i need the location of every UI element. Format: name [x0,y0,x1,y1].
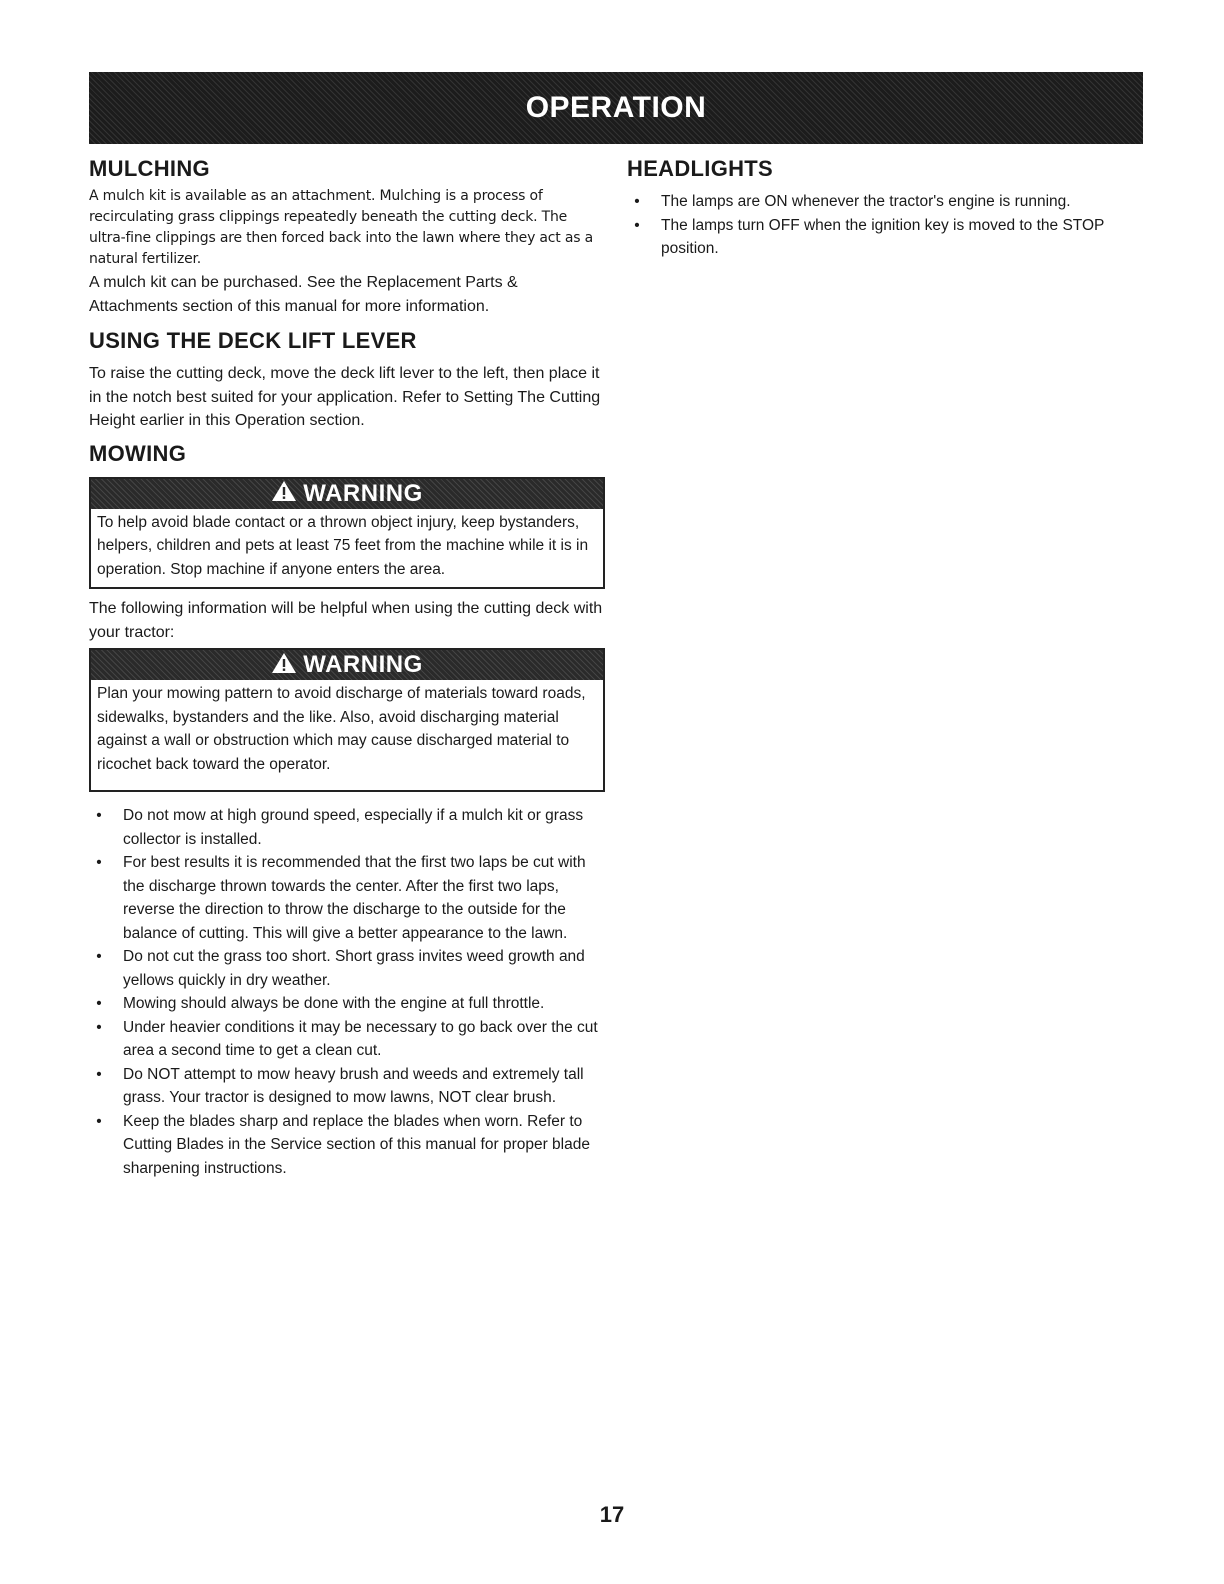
left-column [89,156,605,1180]
warning-header-1 [91,479,603,509]
warning-triangle-icon [271,652,297,679]
warning-text-2: Plan your mowing pattern to avoid discharge of materials toward roads, sidewalks, bystanders and the like. Also, avoid discharging material against a wall or obstruction which may cause discharged material to ricochet back toward the operator. [97,685,586,773]
mulching-heading: MULCHING [89,156,210,181]
warning-text-1: To help avoid blade contact or a thrown object injury, keep bystanders, helpers, children and pets at least 75 feet from the machine while it is in operation. Stop machine if anyone enters the area. [97,513,589,578]
headlights-heading: HEADLIGHTS [627,156,773,181]
mowing-intro: The following information will be helpful when using the cutting deck with your tractor: [89,600,603,641]
warning-title-1: WARNING [303,479,423,507]
warning-triangle-icon [271,480,297,507]
mulching-paragraph-2: A mulch kit can be purchased. See the Replacement Parts & Attachments section of this manual for more information. [89,274,518,315]
deck-lift-heading: USING THE DECK LIFT LEVER [89,328,417,353]
warning-box-2 [89,648,605,792]
page-number: 17 [599,1502,625,1527]
list-item: • For best results it is recommended that the first two laps be cut with the discharge thrown towards the center. After the first two laps, reverse the direction to throw the discharge to the outside for the balance of cutting. This will give a better appearance to the lawn. [96,854,586,942]
list-item: • Do NOT attempt to mow heavy brush and weeds and extremely tall grass. Your tractor is designed to mow lawns, NOT clear brush. [96,1065,584,1106]
mowing-bullet-list [89,804,605,1180]
warning-header-2 [91,650,603,680]
list-item: • Keep the blades sharp and replace the blades when worn. Refer to Cutting Blades in the Service section of this manual for proper blade sharpening instructions. [96,1112,590,1177]
mulching-paragraph-1: A mulch kit is available as an attachment. Mulching is a process of recirculating grass clippings repeatedly beneath the cutting deck. The ultra-fine clippings are then forced back into the lawn where they act as a natural fertilizer. [89,188,593,267]
mowing-heading: MOWING [89,440,187,466]
right-column [627,156,1143,261]
list-item: • The lamps are ON whenever the tractor's engine is running. [634,193,1071,210]
section-banner [89,72,1143,144]
list-item: • The lamps turn OFF when the ignition key is moved to the STOP position. [634,216,1105,257]
list-item: • Do not cut the grass too short. Short grass invites weed growth and yellows quickly in dry weather. [96,948,585,989]
list-item: • Mowing should always be done with the engine at full throttle. [96,995,545,1012]
headlights-bullet-list [627,190,1143,261]
list-item: • Do not mow at high ground speed, especially if a mulch kit or grass collector is installed. [96,807,584,848]
list-item: • Under heavier conditions it may be necessary to go back over the cut area a second time to get a clean cut. [96,1018,598,1059]
warning-box-1 [89,477,605,590]
warning-title-2: WARNING [303,651,423,678]
section-title: OPERATION [525,91,707,124]
deck-lift-paragraph: To raise the cutting deck, move the deck lift lever to the left, then place it in the notch best suited for your application. Refer to Setting The Cutting Height earlier in this Operation section. [89,365,601,429]
